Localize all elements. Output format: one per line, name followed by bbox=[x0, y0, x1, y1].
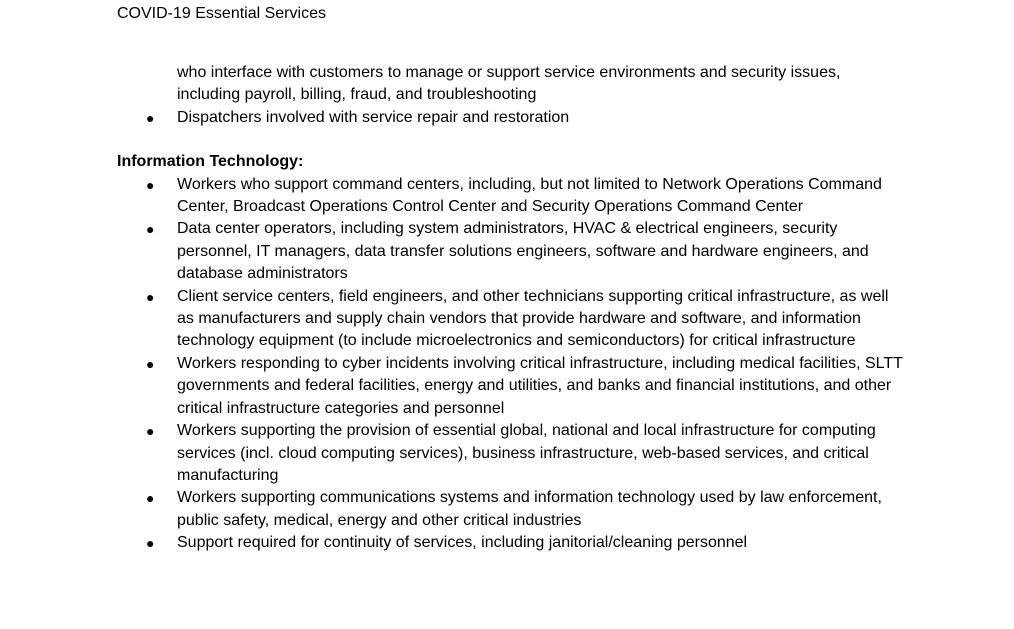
list-item-text: Data center operators, including system administrators, HVAC & electrical engineers, security personnel, IT managers, data transfer solutions engineers, software and hardware engineers, and database administrators bbox=[177, 220, 869, 283]
section-heading: Information Technology: bbox=[117, 153, 304, 171]
list-item-text: Client service centers, field engineers, and other technicians supporting critical infrastructure, as well as manufacturers and supply chain vendors that provide hardware and software, and information technology equipment (to include microelectronics and semiconductors) for critical infrastructure bbox=[177, 287, 889, 350]
bullet-icon: ● bbox=[146, 490, 155, 507]
bullet-icon: ● bbox=[146, 423, 155, 440]
bullet-icon: ● bbox=[146, 221, 155, 238]
bullet-icon: ● bbox=[146, 355, 155, 372]
list-item-text: Dispatchers involved with service repair and restoration bbox=[177, 108, 570, 126]
page-header-title: COVID-19 Essential Services bbox=[117, 5, 326, 22]
document-body bbox=[0, 62, 1014, 555]
bullet-icon: ● bbox=[146, 535, 155, 552]
list-item bbox=[0, 174, 907, 219]
list-item bbox=[0, 286, 907, 353]
information-technology-list bbox=[0, 174, 1014, 555]
list-item-text: Workers supporting the provision of essential global, national and local infrastructure for computing services (incl. cloud computing services), business infrastructure, web-based services, and critical manufacturing bbox=[177, 422, 876, 484]
list-item bbox=[0, 532, 907, 554]
list-item bbox=[0, 420, 907, 487]
list-item-text: Workers responding to cyber incidents involving critical infrastructure, including medical facilities, SLTT governments and federal facilities, energy and utilities, and banks and financial institutions, and other critical infrastructure categories and personnel bbox=[177, 354, 903, 417]
bullet-icon: ● bbox=[146, 109, 155, 126]
list-item bbox=[0, 107, 907, 129]
bullet-icon: ● bbox=[146, 288, 155, 305]
list-item-text: Workers who support command centers, including, but not limited to Network Operations Command Center, Broadcast Operations Control Center and Security Operations Command Center bbox=[177, 175, 882, 216]
list-item-text: Workers supporting communications systems and information technology used by law enforcement, public safety, medical, energy and other critical industries bbox=[177, 489, 882, 529]
list-item bbox=[0, 487, 907, 532]
list-item-text: Support required for continuity of services, including janitorial/cleaning personnel bbox=[177, 534, 748, 552]
bullet-icon: ● bbox=[146, 176, 155, 193]
list-item bbox=[0, 218, 907, 285]
continuation-text: who interface with customers to manage or support service environments and security issues, including payroll, billing, fraud, and troubleshooting bbox=[177, 64, 841, 104]
list-item bbox=[0, 353, 907, 420]
previous-bullet-list bbox=[0, 107, 1014, 129]
